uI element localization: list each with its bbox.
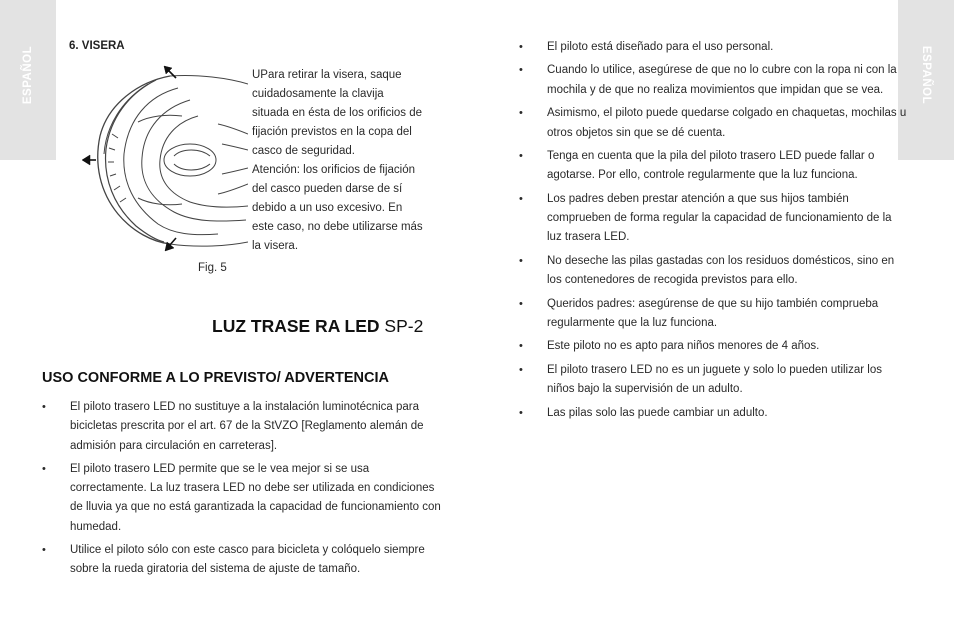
warnings-list: [519, 38, 909, 427]
list-item: • El piloto está diseñado para el uso personal.: [519, 38, 909, 57]
list-item: • Tenga en cuenta que la pila del piloto trasero LED puede fallar o agotarse. Por ello, controle regularmente que la luz funciona.: [519, 147, 909, 186]
visor-line: este caso, no debe utilizarse más: [252, 221, 423, 233]
helmet-visor-illustration: [78, 64, 248, 254]
visor-line: casco de seguridad.: [252, 145, 355, 157]
list-item: • Los padres deben prestar atención a que sus hijos también comprueben de forma regular la capacidad de funcionamiento de la luz trasera LED.: [519, 190, 909, 248]
list-item: • Cuando lo utilice, asegúrese de que no lo cubre con la ropa ni con la mochila y de que no realiza movimientos que impidan que se vea.: [519, 61, 909, 100]
list-item: • Queridos padres: asegúrense de que su hijo también comprueba regularmente que la luz funciona.: [519, 295, 909, 334]
visor-heading: 6. VISERA: [69, 40, 125, 52]
visor-description: [252, 66, 442, 256]
intended-use-list: [42, 398, 442, 584]
visor-line: debido a un uso excesivo. En: [252, 202, 403, 214]
language-tab-left: [0, 0, 56, 160]
visor-line: del casco pueden darse de sí: [252, 183, 403, 195]
language-tab-left-label: ESPAÑOL: [22, 45, 34, 105]
visor-line: la visera.: [252, 240, 299, 252]
product-title-bold: LUZ TRASE RA LED: [212, 316, 380, 336]
product-title: [212, 316, 423, 337]
list-item: • Utilice el piloto sólo con este casco para bicicleta y colóquelo siempre sobre la rueda giratoria del sistema de ajuste de tamaño.: [42, 541, 442, 580]
list-item: • Las pilas solo las puede cambiar un adulto.: [519, 404, 909, 423]
product-title-model: SP-2: [379, 316, 424, 336]
visor-line: situada en ésta de los orificios de: [252, 107, 423, 119]
list-item: • El piloto trasero LED permite que se le vea mejor si se usa correctamente. La luz trasera LED no debe ser utilizada en condiciones de lluvia ya que no está garantizada la capacidad de funcionamiento con humedad.: [42, 460, 442, 537]
list-item: • El piloto trasero LED no sustituye a la instalación luminotécnica para bicicletas prescrita por el art. 67 de la StVZO [Reglamento alemán de admisión para circulación en carreteras].: [42, 398, 442, 456]
list-item: • El piloto trasero LED no es un juguete y solo lo pueden utilizar los niños bajo la supervisión de un adulto.: [519, 361, 909, 400]
list-item: • No deseche las pilas gastadas con los residuos domésticos, sino en los contenedores de recogida previstos para ello.: [519, 252, 909, 291]
language-tab-right-label: ESPAÑOL: [920, 45, 932, 105]
figure-caption: Fig. 5: [198, 262, 227, 274]
intended-use-heading: USO CONFORME A LO PREVISTO/ ADVERTENCIA: [42, 370, 389, 386]
visor-line: UPara retirar la visera, saque: [252, 69, 402, 81]
visor-line: fijación previstos en la copa del: [252, 126, 412, 138]
visor-line: cuidadosamente la clavija: [252, 88, 384, 100]
visor-line: Atención: los orificios de fijación: [252, 164, 415, 176]
list-item: • Asimismo, el piloto puede quedarse colgado en chaquetas, mochilas u otros objetos sin que se dé cuenta.: [519, 104, 909, 143]
list-item: • Este piloto no es apto para niños menores de 4 años.: [519, 337, 909, 356]
